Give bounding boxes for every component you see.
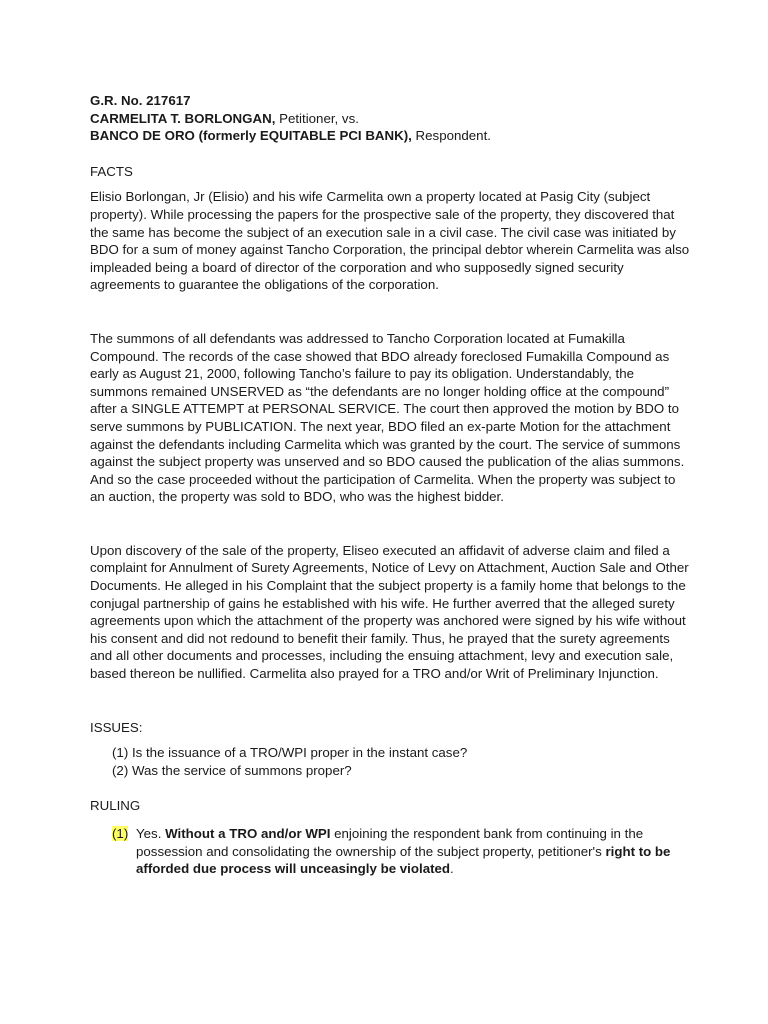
facts-heading: FACTS bbox=[90, 163, 133, 179]
facts-paragraph-3: Upon discovery of the sale of the property, Eliseo executed an affidavit of adverse claim and filed a complaint for Annulment of Surety Agreements, Notice of Levy on Attachment, Auction Sale and Other Documents. He alleged in his Complaint that the subject property is a family home that belongs to the conjugal partnership of gains he established with his wife. He further averred that the alleged surety agreements upon which the attachment of the property was anchored were signed by his wife without his consent and did not redound to benefit their family. Thus, he prayed that the surety agreements and all other documents and processes, including the ensuing attachment, levy and execution sale, based thereon be nullified. Carmelita also prayed for a TRO and/or Writ of Preliminary Injunction. bbox=[90, 542, 689, 682]
facts-paragraph-2: The summons of all defendants was addressed to Tancho Corporation located at Fumakilla Compound. The records of the case showed that BDO already foreclosed Fumakilla Compound as early as August 21, 2000, following Tancho’s failure to pay its obligation. Understandably, the summons remained UNSERVED as “the defendants are no longer holding office at the compound” after a SINGLE ATTEMPT at PERSONAL SERVICE. The court then approved the motion by BDO to serve summons by PUBLICATION. The next year, BDO filed an ex-parte Motion for the attachment against the defendants including Carmelita which was granted by the court. The service of summons against the subject property was unserved and so BDO caused the publication of the alias summons. And so the case proceeded without the participation of Carmelita. When the property was subject to an auction, the property was sold to BDO, who was the highest bidder. bbox=[90, 330, 685, 505]
issues-list bbox=[112, 744, 690, 779]
issue-item-1: (1) Is the issuance of a TRO/WPI proper in the instant case? bbox=[112, 745, 468, 761]
petitioner-name: CARMELITA T. BORLONGAN, bbox=[90, 110, 276, 126]
petitioner-line bbox=[90, 110, 690, 128]
issues-heading: ISSUES: bbox=[90, 719, 143, 735]
document-page bbox=[90, 92, 690, 878]
gr-number: G.R. No. 217617 bbox=[90, 93, 191, 108]
respondent-line bbox=[90, 127, 690, 145]
petitioner-role: Petitioner, vs. bbox=[275, 110, 359, 126]
ruling-text: Yes. Without a TRO and/or WPI enjoining the respondent bank from continuing in the possession and consolidating the ownership of the subject property, petitioner's right to be afforded due process will unceasingly be violated. bbox=[136, 826, 671, 877]
issue-item-2: (2) Was the service of summons proper? bbox=[112, 762, 352, 778]
respondent-name: BANCO DE ORO (formerly EQUITABLE PCI BANK), bbox=[90, 128, 412, 144]
case-caption bbox=[90, 92, 690, 145]
ruling-number: (1) bbox=[112, 826, 129, 841]
respondent-role: Respondent. bbox=[411, 128, 491, 144]
ruling-heading: RULING bbox=[90, 798, 141, 814]
ruling-item-1 bbox=[112, 825, 690, 878]
facts-paragraph-1: Elisio Borlongan, Jr (Elisio) and his wife Carmelita own a property located at Pasig City (subject property). While processing the papers for the prospective sale of the property, they discovered that the same has become the subject of an execution sale in a civil case. The civil case was initiated by BDO for a sum of money against Tancho Corporation, the principal debtor wherein Carmelita was also impleaded being a board of director of the corporation and who supposedly signed security agreements to guarantee the obligations of the corporation. bbox=[90, 189, 690, 293]
